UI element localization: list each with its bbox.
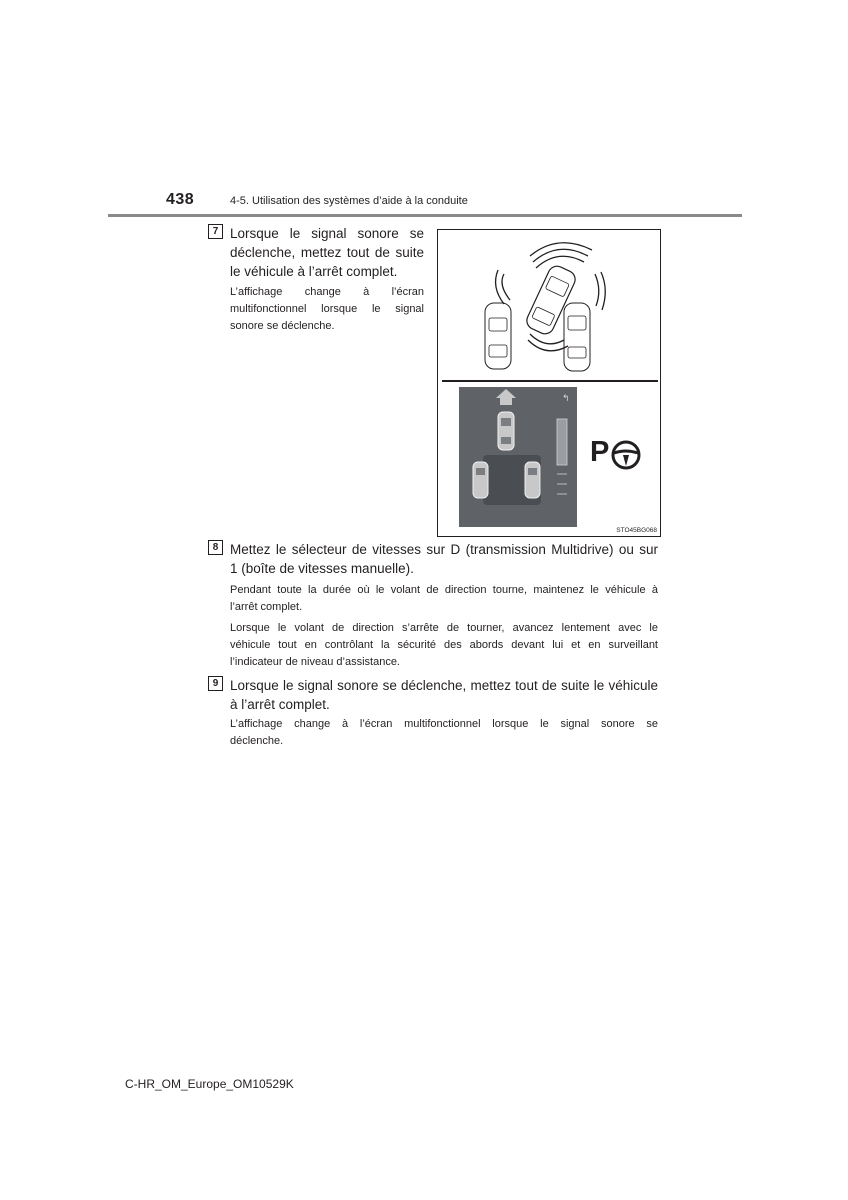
step-8-note-1-line-2: l’arrêt complet. bbox=[230, 601, 303, 613]
display-left-car bbox=[473, 462, 488, 498]
display-own-car bbox=[498, 412, 514, 450]
step-9-line-1: Lorsque le signal sonore se déclenche, mettez tout de suite le véhicule bbox=[230, 678, 658, 693]
step-7-note-line-2: multifonctionnel lorsque le signal bbox=[230, 303, 424, 315]
step-7-instruction bbox=[230, 224, 424, 281]
figure-divider bbox=[442, 380, 658, 382]
display-right-car bbox=[525, 462, 540, 498]
step-9-note bbox=[230, 716, 658, 750]
step-8-note-2-line-1: Lorsque le volant de direction s’arrête de tourner, avancez lentement avec le bbox=[230, 622, 658, 634]
display-graphic bbox=[459, 387, 577, 527]
step-number-9: 9 bbox=[208, 676, 223, 691]
step-number-7: 7 bbox=[208, 224, 223, 239]
step-9-instruction bbox=[230, 676, 658, 714]
step-8-instruction bbox=[230, 540, 658, 578]
back-icon: ↰ bbox=[562, 394, 570, 404]
parking-illustration bbox=[438, 230, 660, 380]
figure-code: STO45BG068 bbox=[616, 527, 657, 534]
section-title: 4-5. Utilisation des systèmes d’aide à la conduite bbox=[230, 195, 468, 207]
step-7-note-line-1: L’affichage change à l’écran bbox=[230, 286, 424, 298]
step-number-8: 8 bbox=[208, 540, 223, 555]
left-parked-car bbox=[485, 303, 511, 369]
page-header bbox=[0, 186, 848, 220]
step-9-note-line-2: déclenche. bbox=[230, 735, 284, 747]
step-7-line-2: déclenche, mettez tout de suite bbox=[230, 245, 424, 260]
step-7-note bbox=[230, 284, 424, 335]
step-8-note-2-line-3: l’indicateur de niveau d’assistance. bbox=[230, 656, 400, 668]
steering-wheel-icon bbox=[610, 439, 642, 471]
step-7-line-1: Lorsque le signal sonore se bbox=[230, 226, 424, 241]
step-8-note-1-line-1: Pendant toute la durée où le volant de direction tourne, maintenez le véhicule à bbox=[230, 584, 658, 596]
document-id: C-HR_OM_Europe_OM10529K bbox=[125, 1077, 294, 1091]
parking-assist-figure bbox=[437, 229, 661, 537]
step-8-note-2 bbox=[230, 620, 658, 671]
step-7-line-3: le véhicule à l’arrêt complet. bbox=[230, 264, 398, 279]
page-number: 438 bbox=[166, 191, 195, 208]
step-8-line-1: Mettez le sélecteur de vitesses sur D (transmission Multidrive) ou sur bbox=[230, 542, 658, 557]
step-7-note-line-3: sonore se déclenche. bbox=[230, 320, 335, 332]
right-parked-car bbox=[564, 303, 590, 371]
header-rule bbox=[108, 214, 742, 217]
step-8-note-2-line-2: véhicule tout en contrôlant la sécurité des abords devant lui et en surveillant bbox=[230, 639, 658, 651]
park-assist-symbol bbox=[590, 436, 650, 471]
step-8-line-2: 1 (boîte de vitesses manuelle). bbox=[230, 561, 414, 576]
p-letter: P bbox=[590, 436, 610, 468]
step-8-note-1 bbox=[230, 582, 658, 616]
multi-information-display bbox=[459, 387, 577, 527]
step-9-note-line-1: L’affichage change à l’écran multifonctionnel lorsque le signal sonore se bbox=[230, 718, 658, 730]
step-9-line-2: à l’arrêt complet. bbox=[230, 697, 330, 712]
